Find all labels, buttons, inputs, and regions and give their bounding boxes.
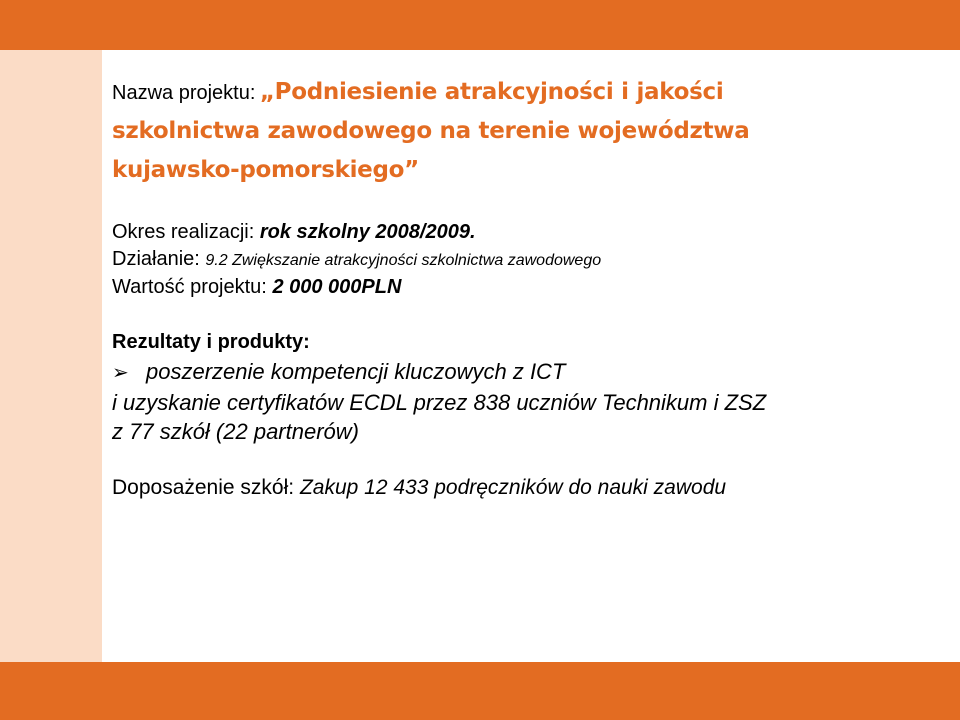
action-label: Działanie: <box>112 248 200 270</box>
results-line-1 <box>112 357 942 388</box>
period-value: rok szkolny 2008/2009. <box>259 221 476 243</box>
results-text-1: poszerzenie kompetencji kluczowych z ICT <box>146 359 566 384</box>
bullet-arrow-icon: ➢ <box>112 362 129 384</box>
left-side-panel <box>0 50 102 662</box>
budget-label: Wartość projektu: <box>112 276 267 298</box>
bottom-accent-bar <box>0 662 960 720</box>
project-name-line1: „Podniesienie atrakcyjności i jakości <box>259 79 724 105</box>
project-name-line3: kujawsko-pomorskiego” <box>112 157 419 183</box>
top-accent-bar <box>0 0 960 50</box>
action-value: 9.2 Zwiększanie atrakcyjności szkolnictwa zawodowego <box>205 252 602 269</box>
equipment-label: Doposażenie szkół: <box>112 476 295 499</box>
results-heading: Rezultaty i produkty: <box>112 331 310 353</box>
equipment-line <box>112 474 942 501</box>
project-name-line2: szkolnictwa zawodowego na terenie województwa <box>112 118 750 144</box>
period-line <box>112 219 942 246</box>
budget-value: 2 000 000PLN <box>272 276 402 298</box>
results-line-2: i uzyskanie certyfikatów ECDL przez 838 uczniów Technikum i ZSZ <box>112 390 767 415</box>
project-label: Nazwa projektu: <box>112 82 256 104</box>
results-line-3: z 77 szkół (22 partnerów) <box>112 419 359 444</box>
equipment-value: Zakup 12 433 podręczników do nauki zawodu <box>299 476 727 499</box>
action-line <box>112 246 942 274</box>
slide-content <box>112 74 942 501</box>
project-title-block <box>112 74 832 191</box>
period-label: Okres realizacji: <box>112 221 255 243</box>
budget-line <box>112 274 942 301</box>
